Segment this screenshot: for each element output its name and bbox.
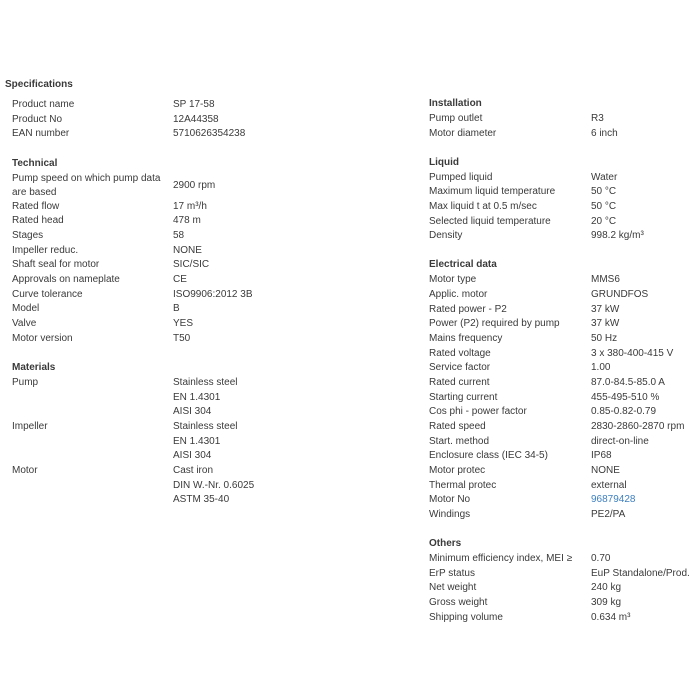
section-heading-installation: Installation <box>429 98 482 109</box>
spec-value: direct-on-line <box>591 436 649 447</box>
spec-value: 37 kW <box>591 318 620 329</box>
section-heading-technical: Technical <box>12 158 58 169</box>
spec-value: 50 °C <box>591 186 617 197</box>
spec-label: Valve <box>12 318 37 329</box>
spec-label: Gross weight <box>429 597 488 608</box>
spec-label: Starting current <box>429 392 498 403</box>
spec-label: Enclosure class (IEC 34-5) <box>429 450 548 461</box>
section-heading-liquid: Liquid <box>429 157 459 168</box>
spec-value: Water <box>591 172 618 183</box>
spec-label: Maximum liquid temperature <box>429 186 556 197</box>
spec-label: Rated voltage <box>429 348 491 359</box>
spec-label: Shipping volume <box>429 612 503 623</box>
spec-value: 309 kg <box>591 597 622 608</box>
spec-label: Mains frequency <box>429 333 503 344</box>
spec-value: EN 1.4301 <box>173 392 221 403</box>
spec-value: 0.70 <box>591 553 611 564</box>
spec-value: 50 °C <box>591 201 617 212</box>
spec-value: Cast iron <box>173 465 214 476</box>
spec-value: 5710626354238 <box>173 128 246 139</box>
spec-label: Windings <box>429 509 471 520</box>
spec-value: GRUNDFOS <box>591 289 649 300</box>
spec-label: Motor version <box>12 333 73 344</box>
spec-label: Rated power - P2 <box>429 304 507 315</box>
spec-value: R3 <box>591 113 604 124</box>
spec-label: Power (P2) required by pump <box>429 318 560 329</box>
spec-label: Pump <box>12 377 39 388</box>
spec-value: YES <box>173 318 194 329</box>
spec-label: Minimum efficiency index, MEI ≥ <box>429 553 573 564</box>
spec-label: Pump speed on which pump data are based <box>12 173 161 198</box>
spec-value: 998.2 kg/m³ <box>591 230 644 241</box>
section-heading-electrical-data: Electrical data <box>429 259 497 270</box>
spec-value: ISO9906:2012 3B <box>173 289 253 300</box>
spec-value: AISI 304 <box>173 450 212 461</box>
spec-label: Motor diameter <box>429 128 497 139</box>
spec-label: Pump outlet <box>429 113 483 124</box>
spec-label: Start. method <box>429 436 490 447</box>
spec-value: 20 °C <box>591 216 617 227</box>
spec-label: Applic. motor <box>429 289 488 300</box>
spec-value: 455-495-510 % <box>591 392 660 403</box>
spec-value: 17 m³/h <box>173 201 207 212</box>
spec-value: 2900 rpm <box>173 180 216 191</box>
spec-value: DIN W.-Nr. 0.6025 <box>173 480 255 491</box>
spec-value: 0.85-0.82-0.79 <box>591 406 657 417</box>
spec-label: Rated head <box>12 215 64 226</box>
spec-label: Motor type <box>429 274 477 285</box>
spec-label: Service factor <box>429 362 491 373</box>
spec-value: Stainless steel <box>173 421 238 432</box>
spec-label: Product name <box>12 99 75 110</box>
spec-value: 2830-2860-2870 rpm <box>591 421 685 432</box>
spec-value: EuP Standalone/Prod. <box>591 568 690 579</box>
spec-value: 87.0-84.5-85.0 A <box>591 377 665 388</box>
spec-value: SIC/SIC <box>173 259 210 270</box>
spec-value: T50 <box>173 333 191 344</box>
spec-label: Curve tolerance <box>12 289 83 300</box>
spec-value: 478 m <box>173 215 201 226</box>
spec-value: 3 x 380-400-415 V <box>591 348 674 359</box>
spec-value: 240 kg <box>591 582 622 593</box>
spec-label: Rated current <box>429 377 490 388</box>
spec-label: Motor <box>12 465 38 476</box>
spec-value: NONE <box>591 465 620 476</box>
section-heading-materials: Materials <box>12 362 56 373</box>
spec-value: 6 inch <box>591 128 618 139</box>
spec-label: Cos phi - power factor <box>429 406 527 417</box>
spec-value: 50 Hz <box>591 333 618 344</box>
spec-value: B <box>173 303 180 314</box>
spec-value: external <box>591 480 627 491</box>
spec-label: Rated flow <box>12 201 60 212</box>
spec-value: 37 kW <box>591 304 620 315</box>
spec-label: Impeller reduc. <box>12 245 79 256</box>
spec-label: EAN number <box>12 128 70 139</box>
spec-value: MMS6 <box>591 274 620 285</box>
spec-label: Approvals on nameplate <box>12 274 120 285</box>
spec-label: Thermal protec <box>429 480 497 491</box>
spec-value: PE2/PA <box>591 509 626 520</box>
spec-value: ASTM 35-40 <box>173 494 230 505</box>
spec-label: Model <box>12 303 40 314</box>
spec-value: 12A44358 <box>173 114 219 125</box>
spec-label: Pumped liquid <box>429 172 493 183</box>
spec-label: Stages <box>12 230 44 241</box>
spec-value: 0.634 m³ <box>591 612 631 623</box>
spec-label: Selected liquid temperature <box>429 216 551 227</box>
spec-label: Max liquid t at 0.5 m/sec <box>429 201 537 212</box>
motor-no-link[interactable]: 96879428 <box>591 494 636 505</box>
spec-label: Product No <box>12 114 63 125</box>
spec-label: ErP status <box>429 568 475 579</box>
page-title: Specifications <box>5 79 73 90</box>
spec-value: 1.00 <box>591 362 611 373</box>
spec-label: Shaft seal for motor <box>12 259 100 270</box>
spec-label: Impeller <box>12 421 48 432</box>
spec-value: CE <box>173 274 187 285</box>
spec-label: Motor No <box>429 494 471 505</box>
spec-label: Density <box>429 230 463 241</box>
spec-value: AISI 304 <box>173 406 212 417</box>
spec-value: 58 <box>173 230 185 241</box>
spec-value: SP 17-58 <box>173 99 215 110</box>
spec-value: Stainless steel <box>173 377 238 388</box>
spec-value: NONE <box>173 245 202 256</box>
spec-value: IP68 <box>591 450 612 461</box>
spec-label: Rated speed <box>429 421 486 432</box>
section-heading-others: Others <box>429 538 462 549</box>
spec-value: EN 1.4301 <box>173 436 221 447</box>
spec-label: Motor protec <box>429 465 486 476</box>
spec-label: Net weight <box>429 582 477 593</box>
